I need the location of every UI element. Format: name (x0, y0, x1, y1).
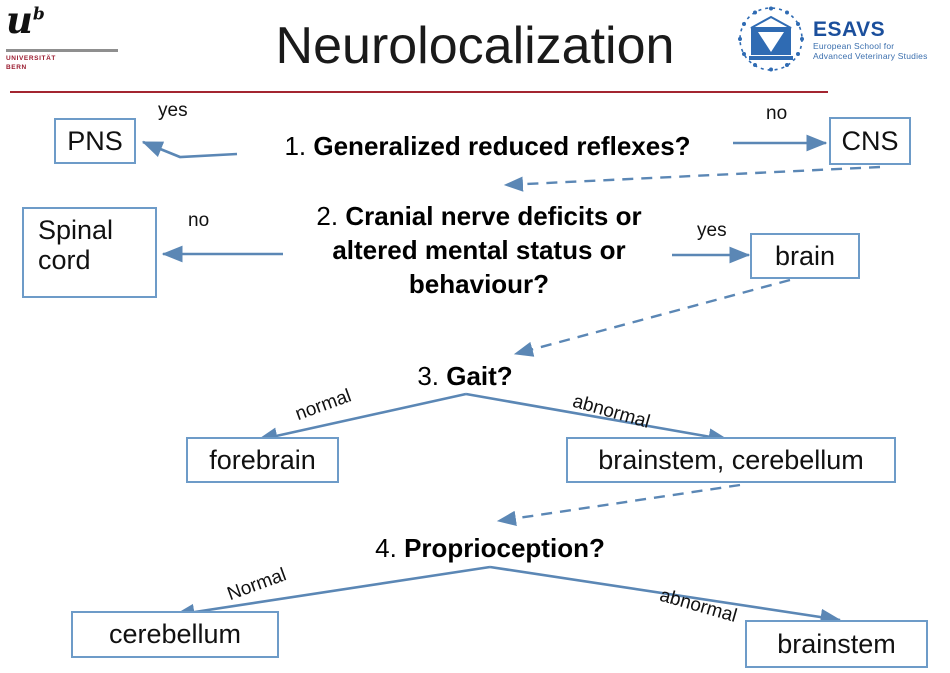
node-brain-label: brain (774, 240, 836, 271)
node-forebrain[interactable] (186, 437, 339, 483)
node-brain[interactable] (750, 233, 860, 279)
edge-label-q1-no: no (766, 103, 788, 124)
unibe-wordmark-line1: UNIVERSITÄT (6, 55, 56, 62)
title-underline (10, 91, 828, 93)
node-spinal-cord-label: Spinal cord (38, 215, 114, 276)
question-2 (285, 200, 673, 301)
node-cerebellum-label: cerebellum (108, 619, 242, 650)
edge-label-q1-yes: yes (158, 100, 188, 121)
node-brainstem[interactable] (745, 620, 928, 668)
question-1-text: Generalized reduced reflexes? (313, 131, 691, 161)
question-3-number: 3. (417, 361, 439, 391)
esavs-tagline-line2: Advanced Veterinary Studies (813, 51, 928, 62)
esavs-name: ESAVS (813, 18, 886, 42)
node-brainstem-cerebellum[interactable] (566, 437, 896, 483)
page-title: Neurolocalization (275, 17, 675, 75)
question-3-text: Gait? (446, 361, 513, 391)
edge-label-q2-yes: yes (697, 220, 727, 241)
edge-label-q3-normal: normal (292, 385, 355, 426)
node-cns-label: CNS (841, 125, 899, 156)
edge-label-q2-no: no (188, 210, 210, 231)
node-cerebellum[interactable] (71, 611, 279, 658)
node-spinal-cord[interactable] (22, 207, 157, 298)
question-4-text: Proprioception? (404, 533, 605, 563)
unibe-monogram-superscript: b (32, 4, 45, 25)
edge-label-q4-normal: Normal (224, 564, 290, 606)
node-forebrain-label: forebrain (209, 444, 316, 475)
question-1-number: 1. (284, 131, 307, 161)
node-pns-label: PNS (67, 125, 123, 156)
node-brainstem-cerebellum-label: brainstem, cerebellum (598, 444, 864, 475)
question-2-text: Cranial nerve deficits or altered mental status or behaviour? (332, 201, 642, 299)
question-2-number: 2. (316, 201, 339, 231)
question-4-number: 4. (375, 533, 397, 563)
question-4 (345, 532, 635, 566)
unibe-monogram-letter: u (6, 0, 33, 42)
edge-label-q4-abnormal: abnormal (657, 584, 740, 627)
question-3 (360, 360, 570, 394)
node-cns[interactable] (829, 117, 911, 165)
question-1 (240, 130, 735, 164)
node-pns[interactable] (54, 118, 136, 164)
unibe-wordmark-line2: BERN (6, 63, 27, 71)
edge-label-q3-abnormal: abnormal (570, 390, 653, 433)
node-brainstem-label: brainstem (777, 628, 896, 659)
esavs-tagline-line1: European School for (813, 41, 895, 52)
